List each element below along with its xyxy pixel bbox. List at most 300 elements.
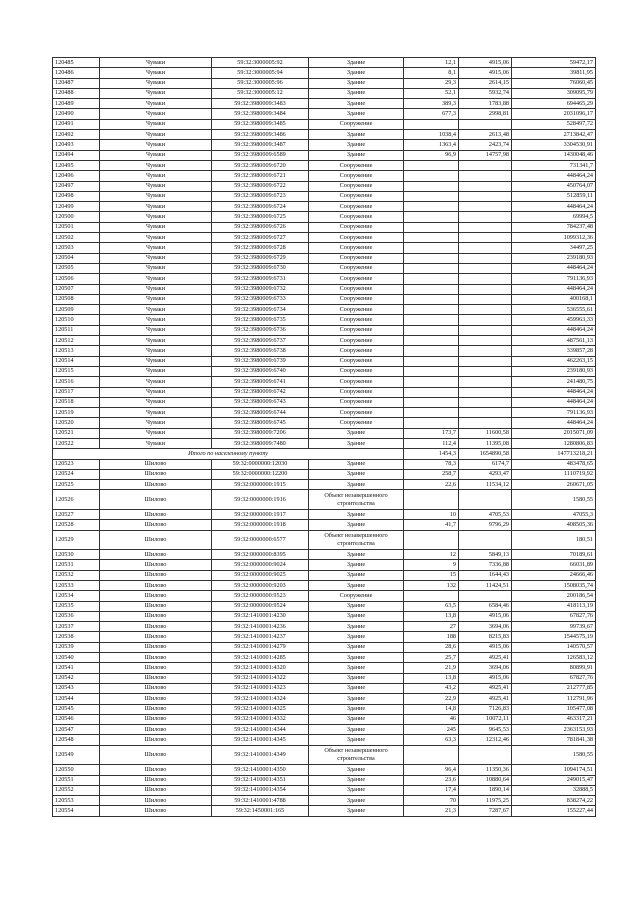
settlement-name: Шилово	[100, 570, 212, 580]
settlement-name: Чуваки	[100, 191, 212, 201]
settlement-name: Чуваки	[100, 140, 212, 150]
cadastral-number: 59:32:1410001:4345	[212, 735, 309, 745]
cadastral-cost: 448464,24	[512, 418, 596, 428]
area-value	[404, 377, 459, 387]
specific-value: 4915,06	[459, 642, 512, 652]
cadastral-number: 59:32:3000005:94	[212, 68, 309, 78]
row-number: 120541	[53, 663, 100, 673]
table-row	[53, 222, 596, 232]
table-row	[53, 469, 596, 479]
area-value	[404, 274, 459, 284]
row-number: 120543	[53, 683, 100, 693]
cadastral-cost: 448464,24	[512, 397, 596, 407]
area-value: 29,3	[404, 78, 459, 88]
specific-value	[459, 191, 512, 201]
area-value	[404, 222, 459, 232]
cadastral-cost: 1580,55	[512, 745, 596, 765]
table-row	[53, 160, 596, 170]
settlement-name: Шилово	[100, 683, 212, 693]
cadastral-cost: 34497,25	[512, 243, 596, 253]
row-number: 120513	[53, 346, 100, 356]
object-type: Сооружение	[309, 119, 404, 129]
cadastral-number: 59:32:3980009:6728	[212, 243, 309, 253]
object-type: Сооружение	[309, 418, 404, 428]
row-number: 120531	[53, 560, 100, 570]
object-type: Здание	[309, 663, 404, 673]
cadastral-cost: 731341,7	[512, 160, 596, 170]
cadastral-number: 59:32:3980009:7480	[212, 438, 309, 448]
cadastral-cost: 1580,55	[512, 490, 596, 510]
area-value: 23,6	[404, 775, 459, 785]
object-type: Здание	[309, 714, 404, 724]
object-type: Объект незавершенного строительства	[309, 490, 404, 510]
specific-value: 3694,06	[459, 663, 512, 673]
cadastral-number: 59:32:3000005:92	[212, 58, 309, 68]
cadastral-cost: 140570,57	[512, 642, 596, 652]
settlement-name: Шилово	[100, 765, 212, 775]
settlement-name: Шилово	[100, 775, 212, 785]
area-value: 43,2	[404, 683, 459, 693]
settlement-name: Чуваки	[100, 171, 212, 181]
row-number: 120552	[53, 785, 100, 795]
area-value	[404, 181, 459, 191]
cadastral-cost: 67827,76	[512, 611, 596, 621]
cadastral-cost: 483478,65	[512, 459, 596, 469]
registry-table-container	[52, 57, 595, 817]
specific-value: 7336,88	[459, 560, 512, 570]
settlement-name: Чуваки	[100, 438, 212, 448]
area-value: 112,4	[404, 438, 459, 448]
row-number: 120548	[53, 735, 100, 745]
row-number: 120547	[53, 725, 100, 735]
specific-value: 4915,06	[459, 68, 512, 78]
area-value	[404, 418, 459, 428]
settlement-name: Шилово	[100, 520, 212, 530]
cadastral-cost: 448464,24	[512, 171, 596, 181]
object-type: Сооружение	[309, 366, 404, 376]
object-type: Сооружение	[309, 346, 404, 356]
settlement-name: Шилово	[100, 785, 212, 795]
area-value: 389,3	[404, 99, 459, 109]
table-row	[53, 305, 596, 315]
cadastral-cost: 80899,91	[512, 663, 596, 673]
row-number: 120492	[53, 130, 100, 140]
table-row	[53, 785, 596, 795]
specific-value	[459, 387, 512, 397]
specific-value	[459, 212, 512, 222]
settlement-name: Шилово	[100, 611, 212, 621]
specific-value: 7126,83	[459, 704, 512, 714]
table-row	[53, 315, 596, 325]
specific-value	[459, 418, 512, 428]
table-row	[53, 253, 596, 263]
cadastral-cost: 200186,54	[512, 591, 596, 601]
cadastral-cost: 448464,24	[512, 284, 596, 294]
object-type: Сооружение	[309, 181, 404, 191]
area-value: 13,8	[404, 611, 459, 621]
settlement-name: Шилово	[100, 663, 212, 673]
settlement-name: Чуваки	[100, 428, 212, 438]
cadastral-number: 59:32:3980009:6727	[212, 233, 309, 243]
object-type: Сооружение	[309, 591, 404, 601]
specific-value	[459, 119, 512, 129]
specific-value: 11395,08	[459, 438, 512, 448]
cadastral-cost: 2363153,93	[512, 725, 596, 735]
object-type: Здание	[309, 694, 404, 704]
cadastral-number: 59:32:1410001:4332	[212, 714, 309, 724]
specific-value	[459, 745, 512, 765]
specific-value: 7287,67	[459, 806, 512, 816]
row-number: 120524	[53, 469, 100, 479]
object-type: Здание	[309, 99, 404, 109]
area-value: 21,9	[404, 663, 459, 673]
cadastral-number: 59:32:1410001:4325	[212, 704, 309, 714]
cadastral-number: 59:32:3980009:6720	[212, 160, 309, 170]
row-number: 120509	[53, 305, 100, 315]
area-value: 245	[404, 725, 459, 735]
specific-value	[459, 284, 512, 294]
area-value	[404, 171, 459, 181]
specific-value: 6174,7	[459, 459, 512, 469]
area-value	[404, 305, 459, 315]
object-type: Здание	[309, 632, 404, 642]
area-value: 27	[404, 622, 459, 632]
table-row	[53, 109, 596, 119]
settlement-name: Шилово	[100, 469, 212, 479]
cadastral-number: 59:32:3980009:6736	[212, 325, 309, 335]
subtotal-row	[53, 449, 596, 459]
cadastral-number: 59:32:3980009:6732	[212, 284, 309, 294]
row-number: 120514	[53, 356, 100, 366]
cadastral-cost: 239180,93	[512, 253, 596, 263]
object-type: Сооружение	[309, 160, 404, 170]
area-value: 258,7	[404, 469, 459, 479]
object-type: Здание	[309, 570, 404, 580]
cadastral-cost: 694465,29	[512, 99, 596, 109]
area-value	[404, 346, 459, 356]
object-type: Здание	[309, 735, 404, 745]
cadastral-cost: 408505,36	[512, 520, 596, 530]
table-row	[53, 796, 596, 806]
row-number: 120506	[53, 274, 100, 284]
table-row	[53, 171, 596, 181]
settlement-name: Шилово	[100, 459, 212, 469]
cadastral-number: 59:32:3980009:6734	[212, 305, 309, 315]
area-value	[404, 119, 459, 129]
object-type: Здание	[309, 459, 404, 469]
table-row	[53, 212, 596, 222]
cadastral-number: 59:32:0000000:1917	[212, 509, 309, 519]
area-value: 22,9	[404, 694, 459, 704]
object-type: Сооружение	[309, 222, 404, 232]
settlement-name: Чуваки	[100, 202, 212, 212]
area-value: 28,6	[404, 642, 459, 652]
area-value	[404, 263, 459, 273]
specific-value	[459, 336, 512, 346]
table-row	[53, 150, 596, 160]
settlement-name: Чуваки	[100, 325, 212, 335]
cadastral-cost: 462263,15	[512, 356, 596, 366]
cadastral-number: 59:32:1410001:4344	[212, 725, 309, 735]
object-type: Объект незавершенного строительства	[309, 745, 404, 765]
specific-value	[459, 366, 512, 376]
specific-value	[459, 160, 512, 170]
row-number: 120500	[53, 212, 100, 222]
row-number: 120494	[53, 150, 100, 160]
cadastral-number: 59:32:3980009:6742	[212, 387, 309, 397]
table-row	[53, 99, 596, 109]
row-number: 120493	[53, 140, 100, 150]
settlement-name: Чуваки	[100, 119, 212, 129]
specific-value: 4915,06	[459, 673, 512, 683]
cadastral-number: 59:32:3000005:12	[212, 88, 309, 98]
object-type: Сооружение	[309, 336, 404, 346]
cadastral-number: 59:32:3000005:96	[212, 78, 309, 88]
cadastral-number: 59:32:3980009:6741	[212, 377, 309, 387]
row-number: 120525	[53, 480, 100, 490]
area-value: 10	[404, 509, 459, 519]
settlement-name: Шилово	[100, 735, 212, 745]
settlement-name: Шилово	[100, 530, 212, 550]
row-number: 120517	[53, 387, 100, 397]
object-type: Здание	[309, 509, 404, 519]
cadastral-cost: 781841,38	[512, 735, 596, 745]
row-number: 120536	[53, 611, 100, 621]
row-number: 120529	[53, 530, 100, 550]
settlement-name: Чуваки	[100, 243, 212, 253]
settlement-name: Шилово	[100, 632, 212, 642]
area-value	[404, 315, 459, 325]
object-type: Здание	[309, 520, 404, 530]
row-number: 120489	[53, 99, 100, 109]
area-value	[404, 356, 459, 366]
cadastral-value-table	[52, 57, 596, 817]
settlement-name: Чуваки	[100, 315, 212, 325]
table-row	[53, 520, 596, 530]
cadastral-cost: 241480,75	[512, 377, 596, 387]
specific-value: 4925,41	[459, 694, 512, 704]
object-type: Сооружение	[309, 294, 404, 304]
object-type: Здание	[309, 58, 404, 68]
object-type: Здание	[309, 725, 404, 735]
row-number: 120528	[53, 520, 100, 530]
table-row	[53, 765, 596, 775]
area-value	[404, 397, 459, 407]
specific-value	[459, 233, 512, 243]
subtotal-area: 1454,3	[404, 449, 459, 459]
row-number: 120486	[53, 68, 100, 78]
cadastral-number: 59:32:3980009:7206	[212, 428, 309, 438]
table-row	[53, 509, 596, 519]
cadastral-number: 59:32:0000000:9203	[212, 580, 309, 590]
area-value: 78,3	[404, 459, 459, 469]
specific-value: 14757,98	[459, 150, 512, 160]
specific-value: 12312,46	[459, 735, 512, 745]
table-row	[53, 673, 596, 683]
settlement-name: Чуваки	[100, 253, 212, 263]
table-row	[53, 591, 596, 601]
object-type: Здание	[309, 622, 404, 632]
row-number: 120520	[53, 418, 100, 428]
area-value	[404, 387, 459, 397]
row-number: 120496	[53, 171, 100, 181]
row-number: 120497	[53, 181, 100, 191]
cadastral-number: 59:32:1410001:4279	[212, 642, 309, 652]
specific-value	[459, 356, 512, 366]
cadastral-cost: 249015,47	[512, 775, 596, 785]
cadastral-number: 59:32:3980009:6724	[212, 202, 309, 212]
row-number: 120542	[53, 673, 100, 683]
table-row	[53, 642, 596, 652]
object-type: Сооружение	[309, 315, 404, 325]
cadastral-number: 59:32:0000000:1916	[212, 490, 309, 510]
object-type: Здание	[309, 78, 404, 88]
cadastral-cost: 24666,46	[512, 570, 596, 580]
table-row	[53, 346, 596, 356]
specific-value	[459, 202, 512, 212]
row-number: 120503	[53, 243, 100, 253]
table-row	[53, 560, 596, 570]
table-row	[53, 459, 596, 469]
table-row	[53, 243, 596, 253]
area-value	[404, 160, 459, 170]
row-number: 120526	[53, 490, 100, 510]
object-type: Здание	[309, 765, 404, 775]
object-type: Здание	[309, 704, 404, 714]
table-row	[53, 653, 596, 663]
object-type: Здание	[309, 150, 404, 160]
row-number: 120508	[53, 294, 100, 304]
specific-value: 2613,48	[459, 130, 512, 140]
area-value: 12,1	[404, 58, 459, 68]
cadastral-cost: 536555,61	[512, 305, 596, 315]
row-number: 120527	[53, 509, 100, 519]
cadastral-number: 59:32:1410001:4349	[212, 745, 309, 765]
row-number: 120553	[53, 796, 100, 806]
cadastral-number: 59:32:3980009:3483	[212, 99, 309, 109]
specific-value: 10880,64	[459, 775, 512, 785]
row-number: 120498	[53, 191, 100, 201]
specific-value	[459, 530, 512, 550]
specific-value: 11600,58	[459, 428, 512, 438]
table-row	[53, 725, 596, 735]
cadastral-number: 59:32:3980009:6729	[212, 253, 309, 263]
cadastral-cost: 463317,21	[512, 714, 596, 724]
cadastral-number: 59:32:3980009:6735	[212, 315, 309, 325]
cadastral-cost: 1099312,36	[512, 233, 596, 243]
area-value	[404, 408, 459, 418]
settlement-name: Чуваки	[100, 58, 212, 68]
row-number: 120551	[53, 775, 100, 785]
row-number: 120488	[53, 88, 100, 98]
specific-value: 11350,36	[459, 765, 512, 775]
cadastral-number: 59:32:0000000:8395	[212, 550, 309, 560]
area-value: 1038,4	[404, 130, 459, 140]
object-type: Сооружение	[309, 325, 404, 335]
settlement-name: Шилово	[100, 673, 212, 683]
table-row	[53, 294, 596, 304]
cadastral-number: 59:32:3980009:6740	[212, 366, 309, 376]
cadastral-number: 59:32:1410001:4320	[212, 663, 309, 673]
settlement-name: Шилово	[100, 591, 212, 601]
cadastral-cost: 791136,93	[512, 274, 596, 284]
area-value	[404, 530, 459, 550]
area-value: 188	[404, 632, 459, 642]
cadastral-cost: 1094174,51	[512, 765, 596, 775]
area-value: 63,5	[404, 601, 459, 611]
cadastral-cost: 418113,19	[512, 601, 596, 611]
object-type: Здание	[309, 109, 404, 119]
settlement-name: Чуваки	[100, 109, 212, 119]
settlement-name: Чуваки	[100, 305, 212, 315]
area-value: 173,7	[404, 428, 459, 438]
row-number: 120507	[53, 284, 100, 294]
row-number: 120546	[53, 714, 100, 724]
table-row	[53, 418, 596, 428]
table-row	[53, 806, 596, 816]
settlement-name: Чуваки	[100, 99, 212, 109]
cadastral-number: 59:32:1410001:4323	[212, 683, 309, 693]
cadastral-number: 59:32:3980009:6731	[212, 274, 309, 284]
table-row	[53, 387, 596, 397]
specific-value: 4925,41	[459, 683, 512, 693]
row-number: 120495	[53, 160, 100, 170]
table-body	[53, 58, 596, 817]
settlement-name: Чуваки	[100, 78, 212, 88]
specific-value: 1644,43	[459, 570, 512, 580]
object-type: Здание	[309, 580, 404, 590]
table-row	[53, 775, 596, 785]
area-value: 14,8	[404, 704, 459, 714]
table-row	[53, 570, 596, 580]
settlement-name: Чуваки	[100, 377, 212, 387]
area-value: 1363,4	[404, 140, 459, 150]
area-value: 96,9	[404, 150, 459, 160]
cadastral-number: 59:32:1410001:4354	[212, 785, 309, 795]
specific-value	[459, 490, 512, 510]
row-number: 120491	[53, 119, 100, 129]
cadastral-cost: 2015071,09	[512, 428, 596, 438]
object-type: Здание	[309, 642, 404, 652]
cadastral-number: 59:32:1410001:4285	[212, 653, 309, 663]
settlement-name: Шилово	[100, 509, 212, 519]
row-number: 120539	[53, 642, 100, 652]
cadastral-cost: 528497,72	[512, 119, 596, 129]
specific-value	[459, 397, 512, 407]
cadastral-cost: 448464,24	[512, 263, 596, 273]
table-row	[53, 233, 596, 243]
settlement-name: Чуваки	[100, 150, 212, 160]
object-type: Сооружение	[309, 387, 404, 397]
cadastral-cost: 838274,22	[512, 796, 596, 806]
specific-value	[459, 346, 512, 356]
cadastral-cost: 1110719,92	[512, 469, 596, 479]
specific-value: 5849,13	[459, 550, 512, 560]
specific-value: 10072,11	[459, 714, 512, 724]
cadastral-number: 59:32:1410001:4322	[212, 673, 309, 683]
object-type: Здание	[309, 796, 404, 806]
area-value	[404, 336, 459, 346]
area-value	[404, 294, 459, 304]
cadastral-cost: 1508035,74	[512, 580, 596, 590]
table-row	[53, 632, 596, 642]
cadastral-cost: 260671,05	[512, 480, 596, 490]
cadastral-number: 59:32:0000000:9025	[212, 570, 309, 580]
cadastral-number: 59:32:0000000:6577	[212, 530, 309, 550]
table-row	[53, 191, 596, 201]
cadastral-cost: 784237,48	[512, 222, 596, 232]
row-number: 120502	[53, 233, 100, 243]
